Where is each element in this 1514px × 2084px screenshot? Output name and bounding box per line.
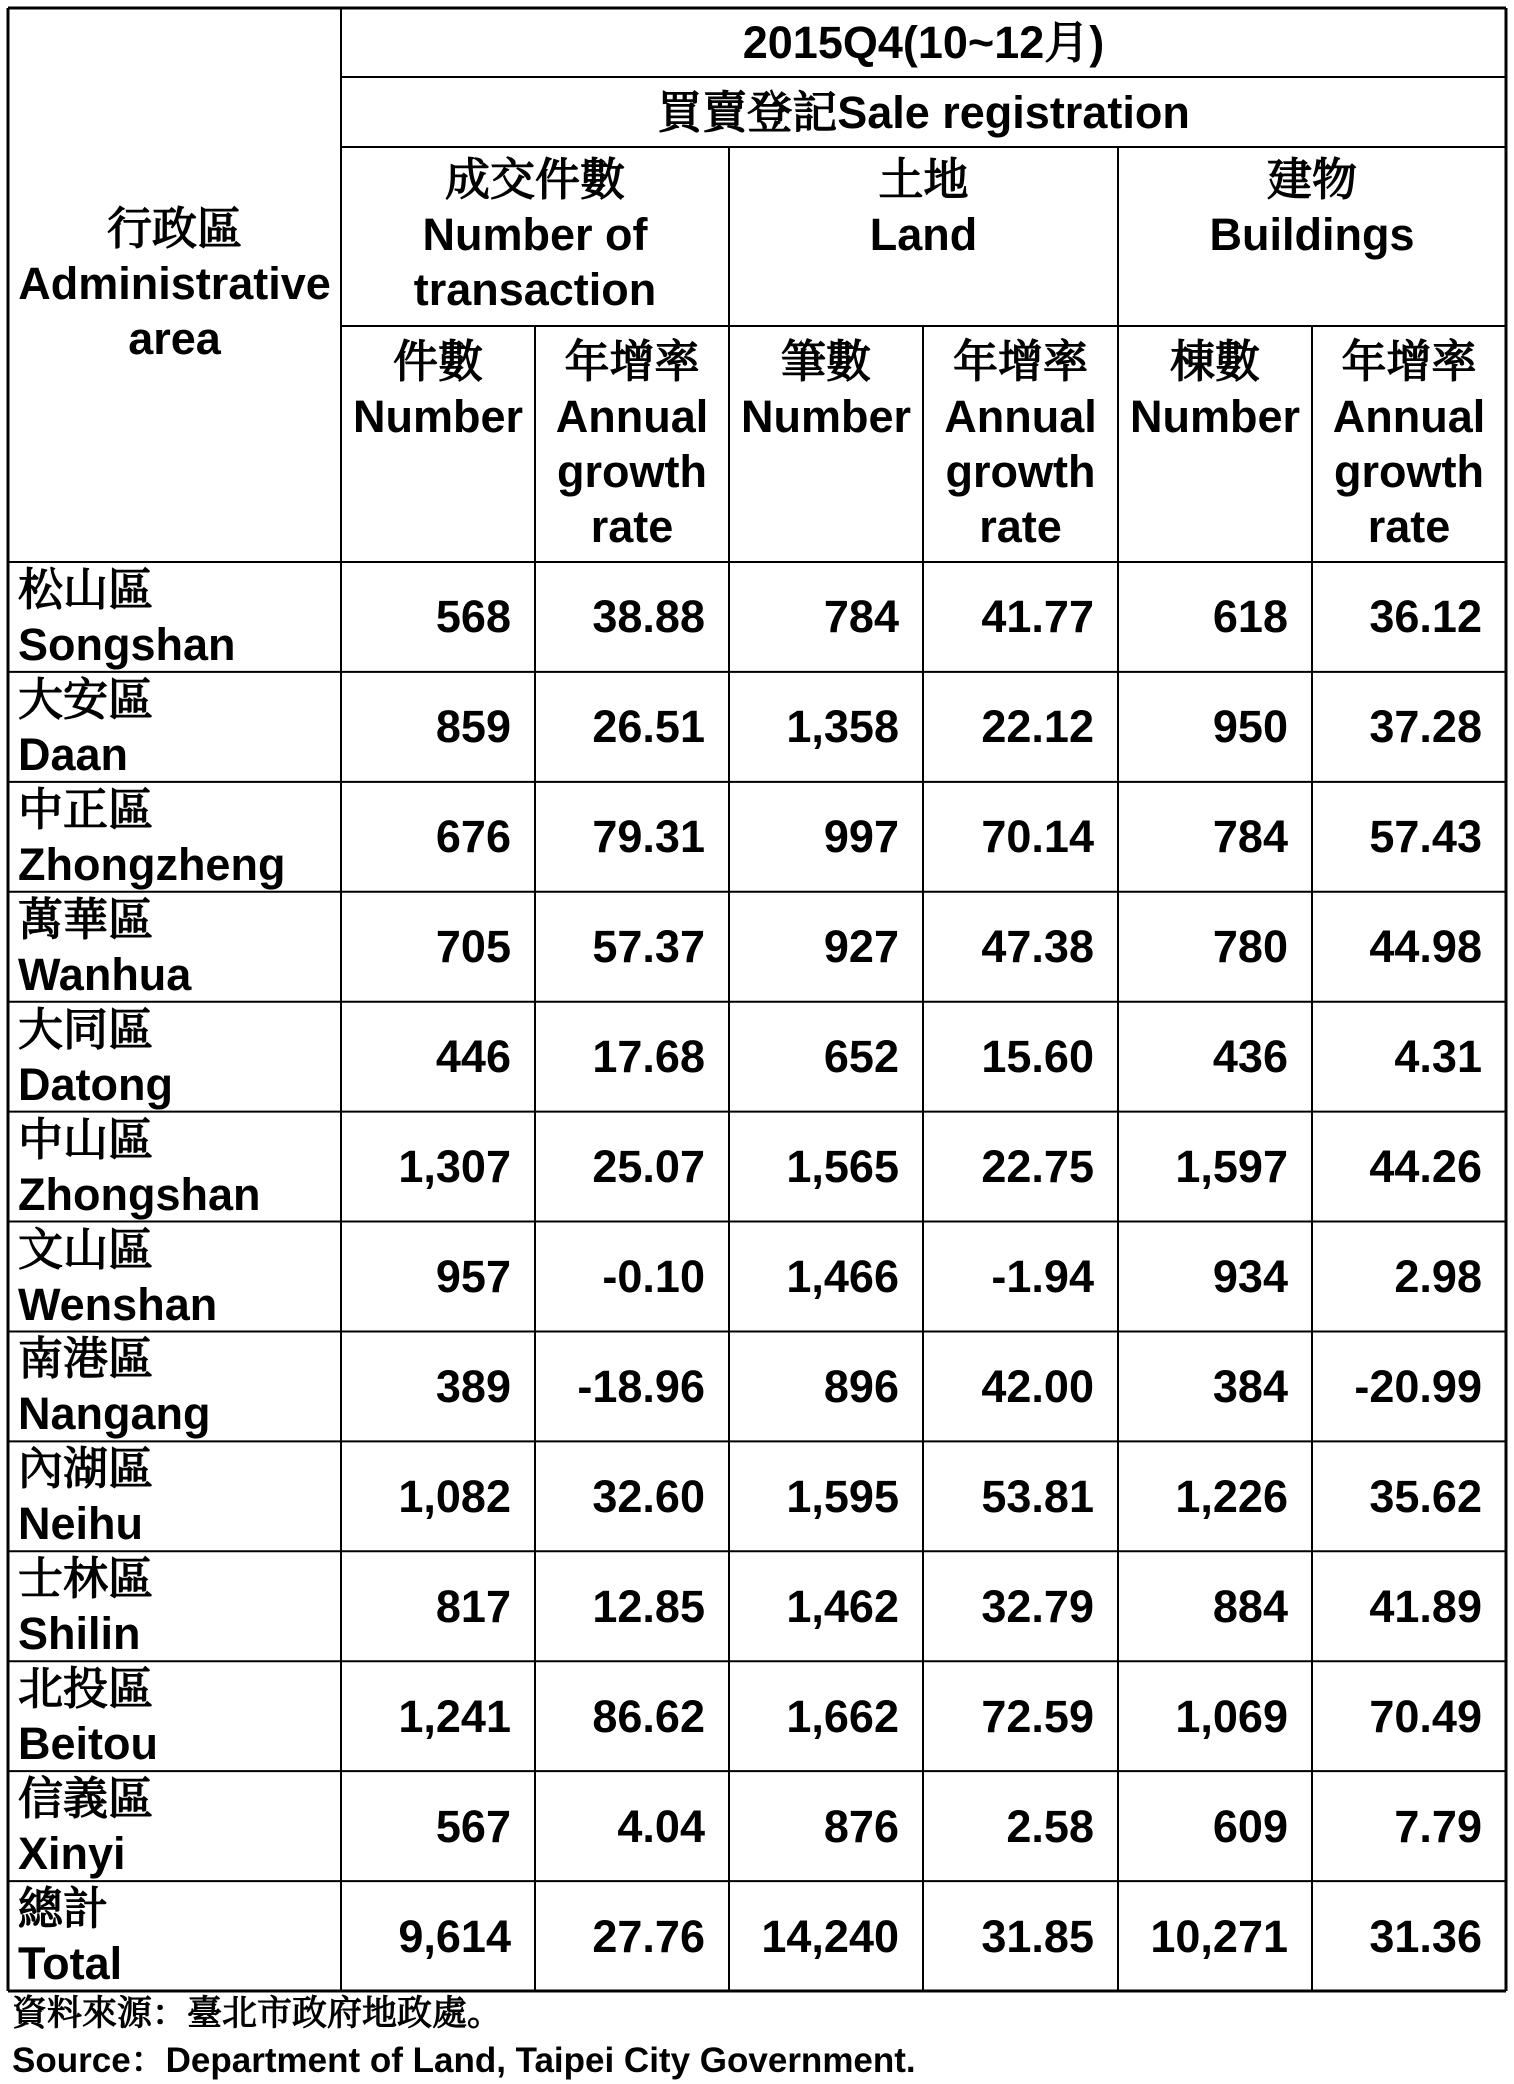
value-cell: 705	[435, 921, 511, 973]
subheader-line: rate	[590, 501, 674, 552]
value-cell: 1,565	[786, 1141, 899, 1193]
area-name-en: Shilin	[18, 1608, 141, 1660]
value-cell: 44.26	[1369, 1141, 1482, 1193]
value-cell: 1,082	[398, 1470, 511, 1522]
value-cell: 1,307	[398, 1141, 511, 1193]
value-cell: 26.51	[592, 701, 705, 753]
value-cell: 15.60	[981, 1031, 1094, 1083]
value-cell: 70.49	[1369, 1690, 1482, 1742]
area-name-zh: 士林區	[18, 1553, 154, 1605]
value-cell: -18.96	[577, 1360, 705, 1412]
value-cell: 568	[435, 591, 511, 643]
area-name-en: Wenshan	[18, 1278, 218, 1330]
value-cell: 389	[435, 1360, 511, 1412]
value-cell: -20.99	[1354, 1360, 1482, 1412]
subheader-line: 年增率	[564, 336, 700, 387]
value-cell: 1,462	[786, 1580, 899, 1632]
value-cell: 957	[435, 1250, 511, 1302]
value-cell: 17.68	[592, 1031, 705, 1083]
area-name-cell	[8, 1881, 341, 1991]
value-cell: 609	[1212, 1800, 1288, 1852]
group-header-transactions	[341, 147, 729, 326]
value-cell: 676	[435, 811, 511, 863]
value-cell: 9,614	[398, 1910, 511, 1962]
value-cell: 37.28	[1369, 701, 1482, 753]
area-name-en: Wanhua	[18, 948, 192, 1000]
value-cell: 934	[1212, 1250, 1288, 1302]
value-cell: 876	[823, 1800, 899, 1852]
area-name-zh: 大安區	[18, 673, 154, 725]
subheader-line: rate	[1367, 501, 1451, 552]
value-cell: 2.58	[1006, 1800, 1094, 1852]
value-cell: 10,271	[1150, 1910, 1288, 1962]
value-cell: 384	[1212, 1360, 1288, 1412]
subheader-line: growth	[945, 446, 1096, 497]
area-name-en: Beitou	[18, 1718, 158, 1770]
value-cell: 12.85	[592, 1580, 705, 1632]
area-name-en: Datong	[18, 1058, 173, 1110]
area-name-en: Zhongshan	[18, 1168, 261, 1220]
value-cell: 42.00	[981, 1360, 1094, 1412]
area-name-cell	[8, 1441, 341, 1551]
subheader-line: rate	[979, 501, 1062, 552]
period-header: 2015Q4(10~12月)	[742, 17, 1105, 68]
area-name-cell	[8, 1771, 341, 1881]
subheader-bldg-number	[1118, 326, 1312, 562]
value-cell: 1,069	[1175, 1690, 1288, 1742]
value-cell: 22.75	[981, 1141, 1094, 1193]
area-header-line: area	[128, 313, 221, 364]
value-cell: 36.12	[1369, 591, 1482, 643]
value-cell: 896	[823, 1360, 899, 1412]
subheader-line: Annual	[1332, 391, 1486, 442]
subheader-land-growth	[923, 326, 1118, 562]
value-cell: 1,597	[1175, 1141, 1288, 1193]
value-cell: 436	[1212, 1031, 1288, 1083]
value-cell: 32.79	[981, 1580, 1094, 1632]
area-name-en: Xinyi	[18, 1828, 126, 1880]
value-cell: 884	[1212, 1580, 1288, 1632]
area-name-zh: 松山區	[18, 563, 154, 615]
group-header-line: 建物	[1266, 154, 1357, 205]
value-cell: 2.98	[1394, 1250, 1482, 1302]
area-name-en: Nangang	[18, 1388, 211, 1440]
source-note-en: Source：Department of Land, Taipei City Government.	[12, 2041, 916, 2080]
group-header-line: transaction	[413, 264, 657, 315]
group-header-line: Number of	[422, 209, 648, 260]
subheader-line: growth	[557, 446, 707, 497]
value-cell: 784	[1212, 811, 1288, 863]
subheader-land-number	[729, 326, 923, 562]
area-name-en: Total	[18, 1938, 123, 1990]
value-cell: -0.10	[602, 1250, 705, 1302]
registration-header: 買賣登記Sale registration	[657, 86, 1190, 138]
area-name-cell	[8, 672, 341, 782]
value-cell: 7.79	[1394, 1800, 1482, 1852]
value-cell: -1.94	[991, 1250, 1094, 1302]
area-name-zh: 北投區	[18, 1663, 154, 1715]
subheader-line: 件數	[392, 336, 483, 387]
group-header-line: 土地	[878, 154, 969, 205]
area-name-zh: 總計	[18, 1883, 109, 1935]
area-name-en: Zhongzheng	[18, 838, 286, 890]
area-name-zh: 大同區	[18, 1003, 154, 1055]
value-cell: 27.76	[592, 1910, 705, 1962]
value-cell: 997	[823, 811, 899, 863]
value-cell: 53.81	[981, 1470, 1094, 1522]
subheader-line: 棟數	[1169, 336, 1260, 387]
value-cell: 784	[823, 591, 899, 643]
subheader-line: Number	[740, 391, 912, 442]
area-name-zh: 中山區	[18, 1113, 154, 1165]
value-cell: 86.62	[592, 1690, 705, 1742]
area-name-zh: 內湖區	[18, 1443, 154, 1495]
subheader-line: Number	[352, 391, 524, 442]
value-cell: 780	[1212, 921, 1288, 973]
subheader-line: 年增率	[952, 336, 1088, 387]
value-cell: 41.77	[981, 591, 1094, 643]
area-name-cell	[8, 892, 341, 1002]
subheader-line: Number	[1129, 391, 1301, 442]
source-note-zh: 資料來源：臺北市政府地政處。	[12, 1994, 503, 2033]
value-cell: 817	[435, 1580, 511, 1632]
value-cell: 927	[823, 921, 899, 973]
value-cell: 38.88	[592, 591, 705, 643]
value-cell: 70.14	[981, 811, 1094, 863]
group-header-buildings	[1118, 147, 1506, 326]
subheader-line: 年增率	[1341, 336, 1477, 387]
value-cell: 652	[823, 1031, 899, 1083]
value-cell: 1,466	[786, 1250, 899, 1302]
value-cell: 31.85	[981, 1910, 1094, 1962]
subheader-line: Annual	[944, 391, 1097, 442]
value-cell: 31.36	[1369, 1910, 1482, 1962]
area-name-cell	[8, 1002, 341, 1112]
area-name-en: Songshan	[18, 618, 236, 670]
area-name-en: Daan	[18, 728, 129, 780]
value-cell: 1,226	[1175, 1470, 1288, 1522]
subheader-bldg-growth	[1312, 326, 1506, 562]
value-cell: 446	[435, 1031, 511, 1083]
value-cell: 4.04	[617, 1800, 705, 1852]
subheader-trans-growth	[535, 326, 729, 562]
value-cell: 1,662	[786, 1690, 899, 1742]
area-name-cell	[8, 1222, 341, 1332]
area-name-zh: 中正區	[18, 783, 154, 835]
value-cell: 567	[435, 1800, 511, 1852]
group-header-line: Buildings	[1209, 209, 1415, 260]
area-name-cell	[8, 1112, 341, 1222]
value-cell: 32.60	[592, 1470, 705, 1522]
area-name-cell	[8, 1551, 341, 1661]
value-cell: 79.31	[592, 811, 705, 863]
area-name-zh: 萬華區	[18, 893, 154, 945]
subheader-line: 筆數	[780, 336, 871, 387]
area-name-cell	[8, 782, 341, 892]
value-cell: 1,241	[398, 1690, 511, 1742]
subheader-line: Annual	[555, 391, 709, 442]
value-cell: 41.89	[1369, 1580, 1482, 1632]
value-cell: 57.37	[592, 921, 705, 973]
group-header-line: 成交件數	[444, 154, 625, 205]
area-name-zh: 信義區	[18, 1773, 154, 1825]
value-cell: 1,358	[786, 701, 899, 753]
group-header-land	[729, 147, 1118, 326]
value-cell: 14,240	[761, 1910, 899, 1962]
value-cell: 22.12	[981, 701, 1094, 753]
area-name-zh: 文山區	[18, 1223, 154, 1275]
group-header-line: Land	[869, 209, 978, 260]
area-name-cell	[8, 1661, 341, 1771]
value-cell: 35.62	[1369, 1470, 1482, 1522]
value-cell: 72.59	[981, 1690, 1094, 1742]
value-cell: 44.98	[1369, 921, 1482, 973]
area-name-en: Neihu	[18, 1498, 144, 1550]
value-cell: 25.07	[592, 1141, 705, 1193]
area-header-line: 行政區	[106, 203, 242, 254]
area-header-line: Administrative	[18, 258, 331, 309]
value-cell: 47.38	[981, 921, 1094, 973]
area-header	[8, 8, 341, 562]
area-name-cell	[8, 1331, 341, 1441]
value-cell: 1,595	[786, 1470, 899, 1522]
area-name-cell	[8, 562, 341, 672]
subheader-trans-number	[341, 326, 535, 562]
value-cell: 950	[1212, 701, 1288, 753]
subheader-line: growth	[1334, 446, 1484, 497]
value-cell: 57.43	[1369, 811, 1482, 863]
value-cell: 4.31	[1394, 1031, 1482, 1083]
value-cell: 618	[1212, 591, 1288, 643]
area-name-zh: 南港區	[18, 1333, 154, 1385]
value-cell: 859	[435, 701, 511, 753]
